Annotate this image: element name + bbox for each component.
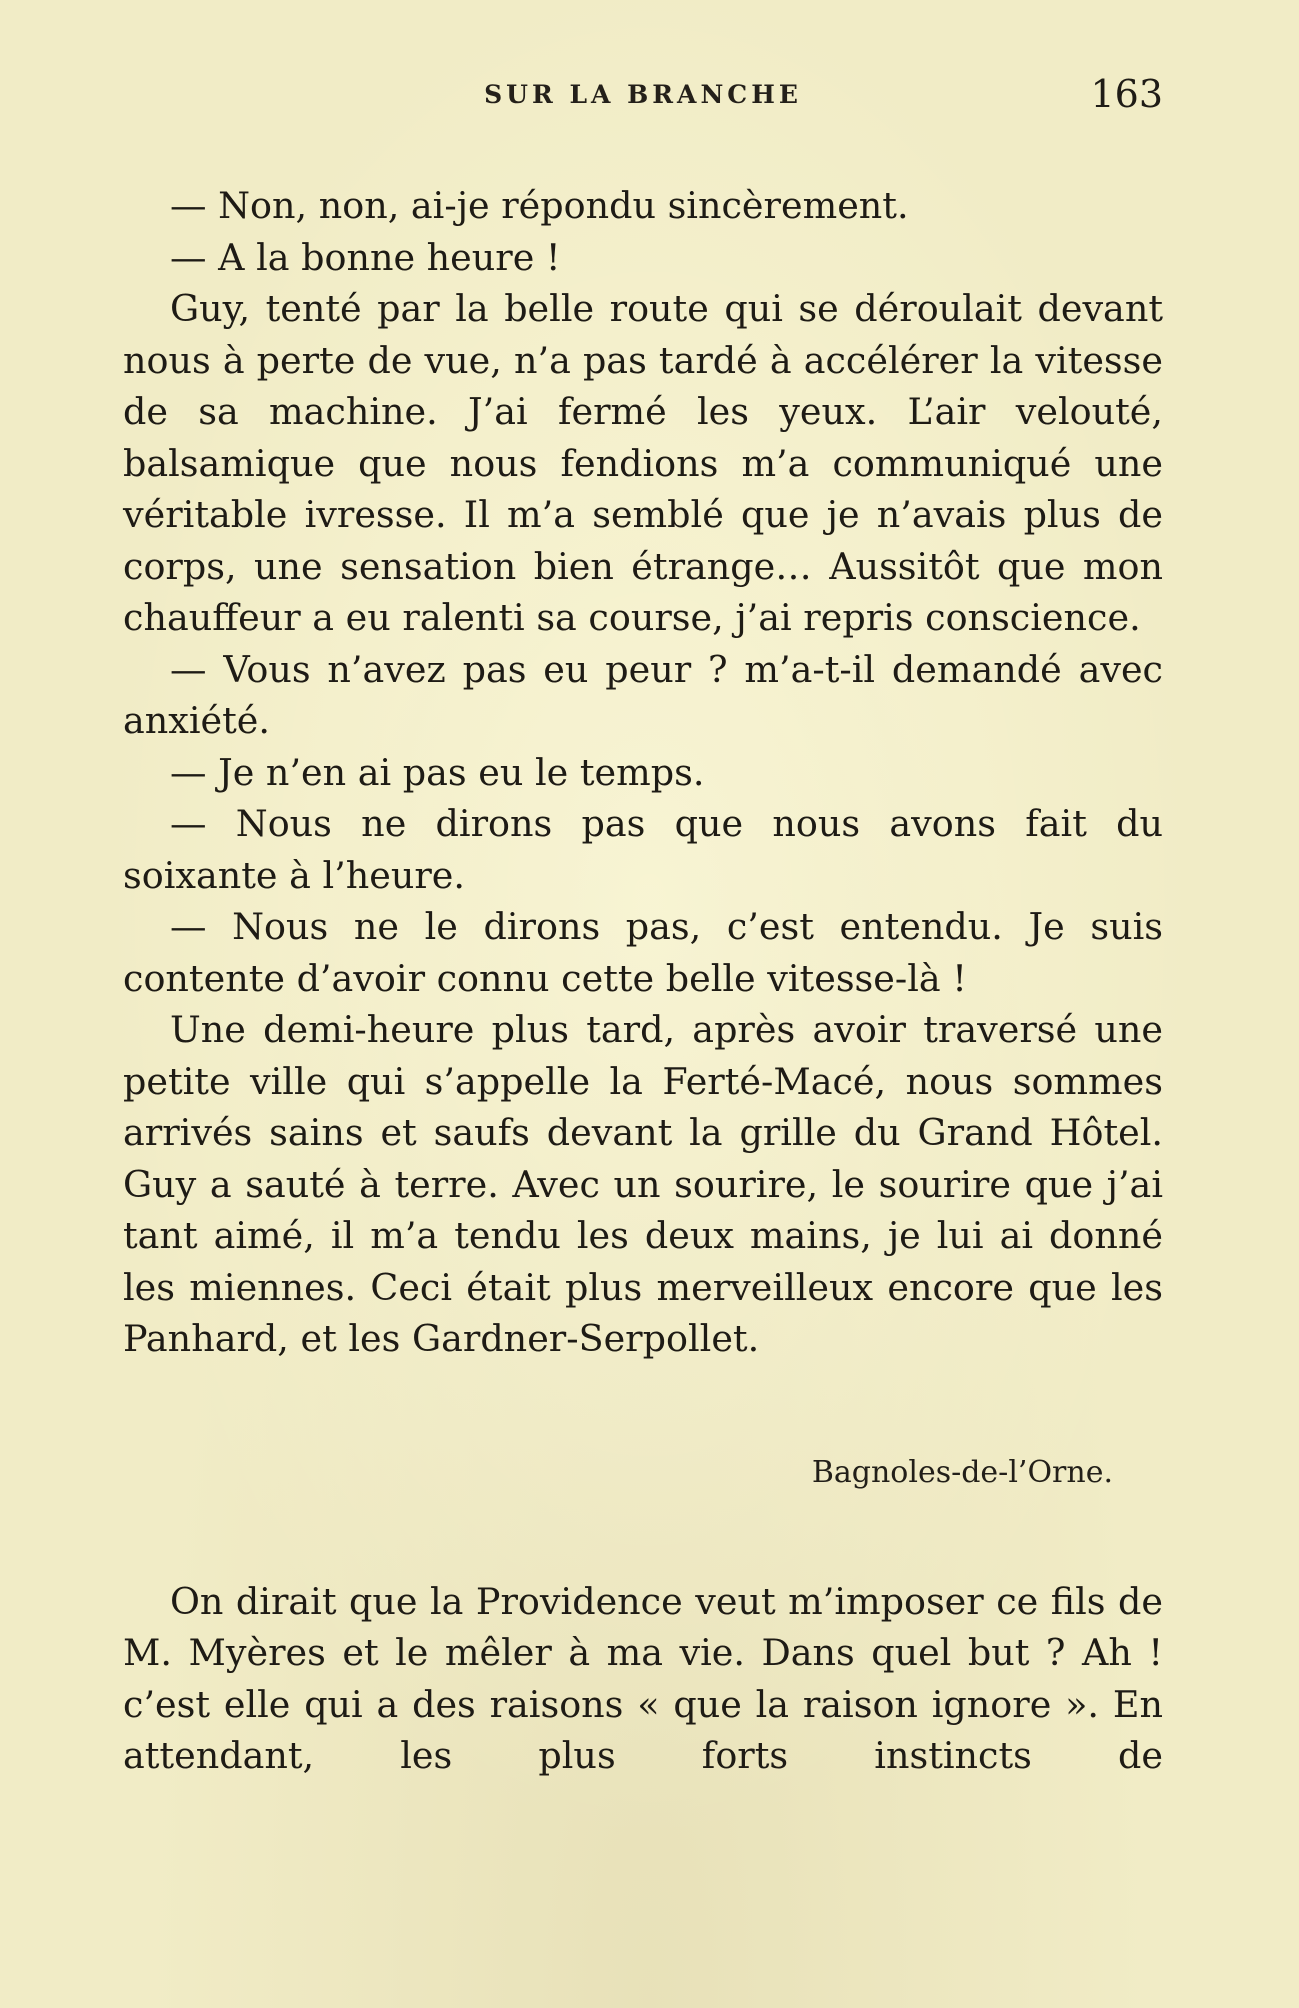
dateline: Bagnoles-de-l’Orne.	[811, 1454, 1113, 1490]
main-text	[123, 180, 1163, 1365]
second-section-text	[123, 1576, 1163, 1782]
paragraph: — Je n’en ai pas eu le temps.	[170, 750, 705, 794]
book-page	[123, 70, 1163, 1782]
paragraph: — Nous ne le dirons pas, c’est entendu. Je suis contente d’avoir connu cette belle vitesse-là !	[123, 905, 1163, 1000]
paragraph: Une demi-heure plus tard, après avoir traversé une petite ville qui s’appelle la Ferté-Macé, nous sommes arrivés sains et saufs devant la grille du Grand Hôtel. Guy a sauté à terre. Avec un sourire, le sourire que j’ai tant aimé, il m’a tendu les deux mains, je lui ai donné les miennes. Ceci était plus merveilleux encore que les Panhard, et les Gardner-Serpollet.	[123, 1008, 1163, 1360]
running-title: SUR LA BRANCHE	[484, 80, 802, 109]
paragraph: — Nous ne dirons pas que nous avons fait du soixante à l’heure.	[123, 802, 1163, 897]
page-number: 163	[1090, 72, 1163, 116]
paragraph: — A la bonne heure !	[170, 235, 561, 279]
page-header	[123, 70, 1163, 130]
paragraph: On dirait que la Providence veut m’imposer ce fils de M. Myères et le mêler à ma vie. Dans quel but ? Ah ! c’est elle qui a des raisons « que la raison ignore ». En attendant, les plus forts instincts de	[123, 1579, 1163, 1777]
paragraph: — Vous n’avez pas eu peur ? m’a-t-il demandé avec anxiété.	[123, 647, 1163, 742]
paragraph: — Non, non, ai-je répondu sincèrement.	[170, 184, 909, 227]
paragraph: Guy, tenté par la belle route qui se déroulait devant nous à perte de vue, n’a pas tardé à accélérer la vitesse de sa machine. J’ai fermé les yeux. L’air velouté, balsamique que nous fendions m’a communiqué une véritable ivresse. Il m’a semblé que je n’avais plus de corps, une sensation bien étrange… Aussitôt que mon chauffeur a eu ralenti sa course, j’ai repris conscience.	[123, 287, 1163, 639]
